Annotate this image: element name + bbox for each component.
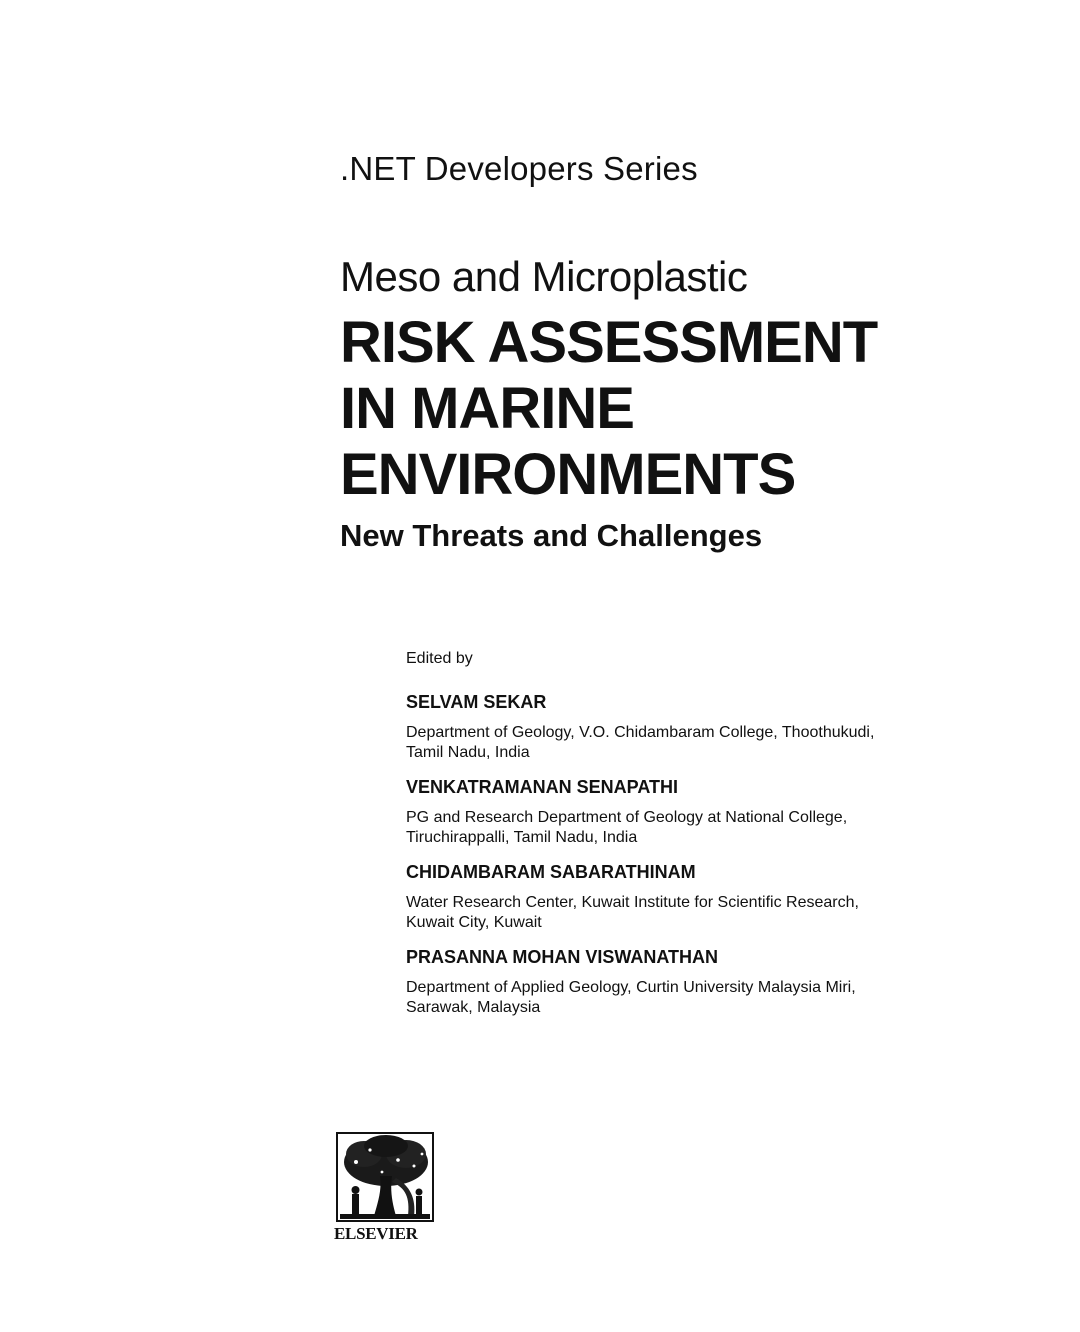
editor-name: CHIDAMBARAM SABARATHINAM: [406, 862, 696, 882]
editor-affiliation-line: Department of Geology, V.O. Chidambaram College, Thoothukudi,: [406, 724, 875, 741]
elsevier-tree-logo-icon: [336, 1132, 434, 1222]
elsevier-wordmark: ELSEVIER: [334, 1224, 418, 1243]
subtitle: New Threats and Challenges: [340, 518, 763, 553]
editor-affiliation-line: Tiruchirappalli, Tamil Nadu, India: [406, 829, 638, 846]
main-title-line: RISK ASSESSMENT: [340, 310, 878, 375]
editor-affiliation-line: PG and Research Department of Geology at National College,: [406, 809, 848, 826]
main-title-line: ENVIRONMENTS: [340, 442, 796, 507]
editor-affiliation-line: Tamil Nadu, India: [406, 744, 530, 761]
main-title-line: IN MARINE: [340, 376, 634, 441]
main-title: [340, 310, 877, 508]
publisher-logo: [334, 1132, 438, 1244]
editors-section: [406, 650, 1006, 1032]
editor-entry: [406, 692, 1006, 763]
series-name: .NET Developers Series: [340, 150, 698, 187]
editor-name: VENKATRAMANAN SENAPATHI: [406, 777, 678, 797]
editor-affiliation-line: Sarawak, Malaysia: [406, 999, 541, 1016]
edited-by-label: Edited by: [406, 650, 473, 667]
editor-entry: [406, 862, 1006, 933]
title-prefix: Meso and Microplastic: [340, 253, 748, 300]
editor-affiliation-line: Water Research Center, Kuwait Institute for Scientific Research,: [406, 894, 859, 911]
editor-affiliation-line: Kuwait City, Kuwait: [406, 914, 542, 931]
editor-name: SELVAM SEKAR: [406, 692, 547, 712]
editor-affiliation-line: Department of Applied Geology, Curtin University Malaysia Miri,: [406, 979, 856, 996]
editor-entry: [406, 947, 1006, 1018]
editor-name: PRASANNA MOHAN VISWANATHAN: [406, 947, 718, 967]
editor-entry: [406, 777, 1006, 848]
